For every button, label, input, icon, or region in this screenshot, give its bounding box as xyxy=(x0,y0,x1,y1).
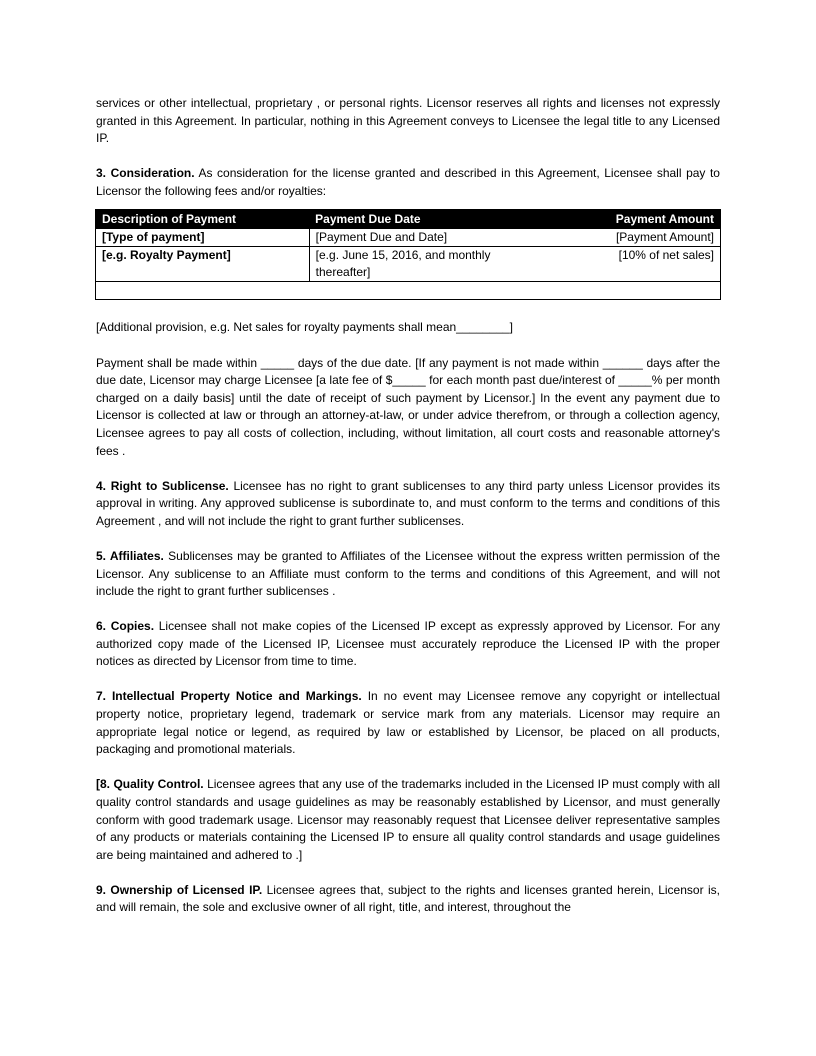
cell-empty xyxy=(96,282,721,300)
document-body xyxy=(96,95,720,935)
section-text: Licensee shall not make copies of the Licensed IP except as expressly approved by Licensor. For any authorized copy made of the Licensed IP, Licensee must accurately reproduce the Licensed IP with the proper notices as directed by Licensor from time to time. xyxy=(96,619,720,669)
section-heading: 5. Affiliates. xyxy=(96,548,164,563)
section-heading: [8. Quality Control. xyxy=(96,777,204,792)
section-ownership xyxy=(96,882,720,917)
section-heading: 6. Copies. xyxy=(96,619,155,634)
header-amount: Payment Amount xyxy=(527,210,721,229)
cell-description: [e.g. Royalty Payment] xyxy=(96,247,310,282)
section-heading: 9. Ownership of Licensed IP. xyxy=(96,882,263,897)
section-text: Licensee agrees that, subject to the rights and licenses granted herein, Licensor is, and will remain, the sole and exclusive owner of all right, title, and interest, throughout the xyxy=(96,882,720,915)
fee-table xyxy=(95,209,721,300)
section-heading: 4. Right to Sublicense. xyxy=(96,478,229,493)
cell-due-date: [e.g. June 15, 2016, and monthly thereafter] xyxy=(309,247,527,282)
section-affiliates xyxy=(96,548,720,601)
section-text: Sublicenses may be granted to Affiliates of the Licensee without the express written permission of the Licensor. Any sublicense to an Affiliate must conform to the terms and conditions of this Agreement, and will not include the right to grant further sublicenses . xyxy=(96,548,720,599)
cell-amount: [Payment Amount] xyxy=(527,229,721,247)
section-text: As consideration for the license granted and described in this Agreement, Licensee shall pay to Licensor the following fees and/or royalties: xyxy=(96,166,720,198)
section-copies xyxy=(96,618,720,671)
section-text: Licensee agrees that any use of the trademarks included in the Licensed IP must comply with all quality control standards and usage guidelines as may be reasonably established by Licensor, and must generally conform with good trademark usage. Licensor may reasonably request that Licensee deliver representative samples of any products or materials containing the Licensed IP to ensure all quality control standards and usage guidelines are being maintained and adhered to .] xyxy=(96,777,721,862)
intro-paragraph: services or other intellectual, proprietary , or personal rights. Licensor reserves all rights and licenses not expressly granted in this Agreement. In particular, nothing in this Agreement conveys to Licensee the legal title to any Licensed IP. xyxy=(96,96,720,146)
additional-provision: [Additional provision, e.g. Net sales for royalty payments shall mean________] xyxy=(96,320,513,335)
cell-amount: [10% of net sales] xyxy=(527,247,721,282)
section-consideration xyxy=(96,165,720,200)
cell-description: [Type of payment] xyxy=(96,229,310,247)
cell-due-date: [Payment Due and Date] xyxy=(309,229,527,247)
table-row xyxy=(96,247,721,282)
table-row-empty xyxy=(96,282,721,300)
header-description: Description of Payment xyxy=(96,210,310,229)
header-due-date: Payment Due Date xyxy=(309,210,527,229)
section-heading: 7. Intellectual Property Notice and Markings. xyxy=(96,689,362,704)
fee-table-header xyxy=(96,210,721,229)
section-heading: 3. Consideration. xyxy=(96,166,195,181)
section-text: In no event may Licensee remove any copyright or intellectual property notice, proprietary legend, trademark or service mark from any materials. Licensor may require an appropriate legal notice or legend, as required by law or established by Licensor, be placed on all products, packaging and promotional materials. xyxy=(96,689,720,757)
section-sublicense xyxy=(96,478,720,531)
section-ip-notice xyxy=(96,688,720,758)
payment-paragraph: Payment shall be made within _____ days of the due date. [If any payment is not made within ______ days after the due date, Licensor may charge Licensee [a late fee of $_____ for each month past due/interest of _____% per month charged on a daily basis] until the date of receipt of such payment by Licensor.] In the event any payment due to Licensor is collected at law or through an attorney-at-law, or under advice therefrom, or through a collection agency, Licensee agrees to pay all costs of collection, including, without limitation, all court costs and reasonable attorney's fees . xyxy=(96,355,720,458)
section-text: Licensee has no right to grant sublicenses to any third party unless Licensor provides its approval in writing. Any approved sublicense is subordinate to, and must conform to the terms and conditions of this Agreement , and will not include the right to grant further sublicenses. xyxy=(96,478,720,528)
section-quality-control xyxy=(96,776,720,864)
table-row xyxy=(96,229,721,247)
